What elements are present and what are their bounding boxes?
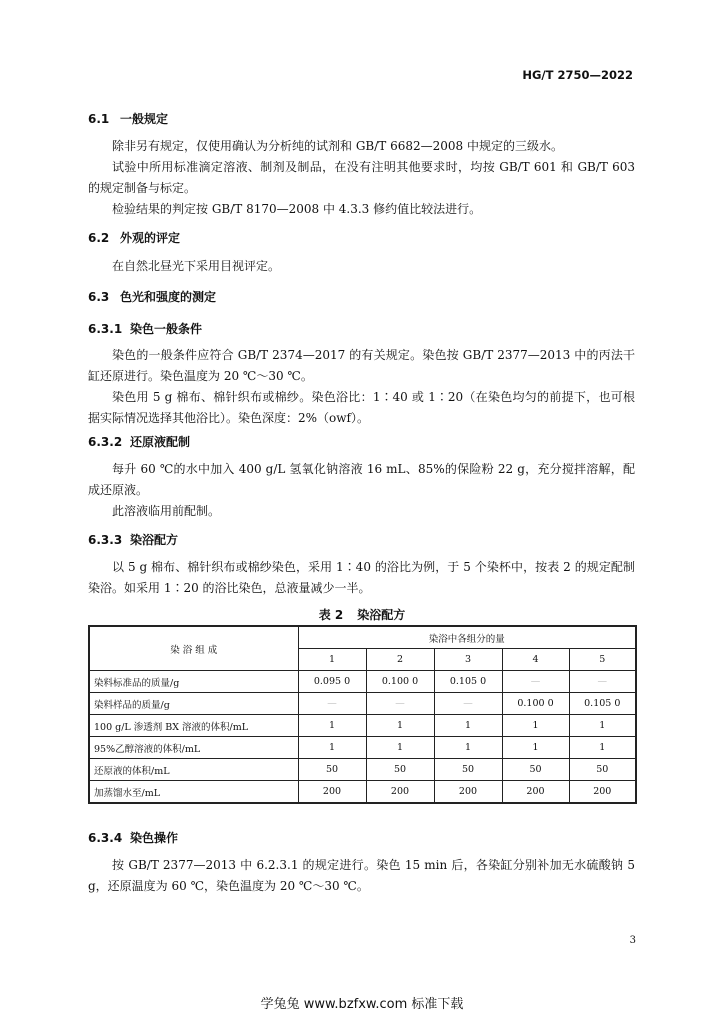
- footer-watermark: 学兔兔 www.bzfxw.com 标准下载: [260, 997, 464, 1012]
- section-title: 一般规定: [120, 112, 169, 126]
- dye-bath-table: [88, 625, 637, 804]
- section-title: 还原液配制: [130, 435, 191, 449]
- section-number: 6.1: [88, 112, 110, 126]
- section-6-3-3-heading: [88, 531, 178, 548]
- table-cell: 200: [569, 781, 636, 804]
- section-6-3-1-heading: [88, 320, 202, 337]
- page-number: 3: [629, 935, 636, 946]
- table-cell: 0.105 0: [434, 671, 502, 693]
- paragraph: 此溶液临用前配制。: [112, 504, 221, 518]
- table-column-header: 1: [298, 649, 366, 671]
- table-cell: 1: [569, 715, 636, 737]
- table-cell: 50: [502, 759, 569, 781]
- table-cell: —: [366, 693, 434, 715]
- table-row: [89, 671, 636, 693]
- table-row-label: 染料样品的质量/g: [89, 693, 298, 715]
- section-title: 色光和强度的测定: [120, 290, 217, 304]
- table-cell: —: [298, 693, 366, 715]
- table-cell: 1: [502, 715, 569, 737]
- table-cell: 50: [298, 759, 366, 781]
- table-cell: 0.100 0: [502, 693, 569, 715]
- table-row-label: 还原液的体积/mL: [89, 759, 298, 781]
- table-row: [89, 693, 636, 715]
- table-cell: 0.100 0: [366, 671, 434, 693]
- table-column-header: 4: [502, 649, 569, 671]
- table-cell: 1: [434, 737, 502, 759]
- table-column-header: 3: [434, 649, 502, 671]
- table-cell: 1: [434, 715, 502, 737]
- table-cell: 1: [298, 715, 366, 737]
- table-row: [89, 781, 636, 804]
- section-number: 6.3.3: [88, 533, 123, 547]
- table-cell: 200: [434, 781, 502, 804]
- table-row-label: 加蒸馏水至/mL: [89, 781, 298, 804]
- table-cell: 50: [366, 759, 434, 781]
- table-header-composition: 染 浴 组 成: [89, 626, 298, 671]
- section-number: 6.3: [88, 290, 110, 304]
- section-number: 6.3.1: [88, 322, 123, 336]
- section-number: 6.3.2: [88, 435, 123, 449]
- table-row-label: 95%乙醇溶液的体积/mL: [89, 737, 298, 759]
- table-caption-title: 染浴配方: [357, 608, 406, 622]
- table-cell: 50: [569, 759, 636, 781]
- section-6-3-4-heading: [88, 829, 178, 846]
- table-cell: 200: [502, 781, 569, 804]
- table-cell: 1: [502, 737, 569, 759]
- paragraph: 除非另有规定，仅使用确认为分析纯的试剂和 GB/T 6682—2008 中规定的三级水。: [112, 139, 563, 153]
- paragraph: 以 5 g 棉布、棉针织布或棉纱染色，采用 1∶40 的浴比为例，于 5 个染杯中，按表 2 的规定配制染浴。如采用 1∶20 的浴比染色，总液量减少一半。: [88, 560, 635, 595]
- section-6-2-heading: [88, 229, 180, 246]
- section-title: 染色一般条件: [130, 322, 203, 336]
- table-row: [89, 737, 636, 759]
- table-cell: 200: [298, 781, 366, 804]
- paragraph: 每升 60 ℃的水中加入 400 g/L 氢氧化钠溶液 16 mL、85%的保险粉 22 g，充分搅拌溶解，配成还原液。: [88, 462, 635, 497]
- table-cell: —: [502, 671, 569, 693]
- table-cell: 1: [569, 737, 636, 759]
- table-cell: —: [569, 671, 636, 693]
- paragraph: 检验结果的判定按 GB/T 8170—2008 中 4.3.3 修约值比较法进行。: [112, 202, 482, 216]
- paragraph: 染色用 5 g 棉布、棉针织布或棉纱。染色浴比：1∶40 或 1∶20（在染色均匀的前提下，也可根据实际情况选择其他浴比）。染色深度：2%（owf）。: [88, 390, 635, 425]
- table-cell: 1: [366, 715, 434, 737]
- section-number: 6.2: [88, 231, 110, 245]
- table-cell: 1: [366, 737, 434, 759]
- section-6-3-2-heading: [88, 433, 190, 450]
- table-cell: —: [434, 693, 502, 715]
- paragraph: 染色的一般条件应符合 GB/T 2374—2017 的有关规定。染色按 GB/T 2377—2013 中的丙法干缸还原进行。染色温度为 20 ℃～30 ℃。: [88, 348, 635, 383]
- section-6-3-heading: [88, 288, 216, 305]
- table-cell: 200: [366, 781, 434, 804]
- paragraph: 在自然北昼光下采用目视评定。: [112, 259, 281, 273]
- paragraph: 试验中所用标准滴定溶液、制剂及制品，在没有注明其他要求时，均按 GB/T 601 和 GB/T 603 的规定制备与标定。: [88, 160, 635, 195]
- section-title: 染浴配方: [130, 533, 179, 547]
- section-number: 6.3.4: [88, 831, 123, 845]
- table-column-header: 5: [569, 649, 636, 671]
- table-row-label: 染料标准品的质量/g: [89, 671, 298, 693]
- section-title: 外观的评定: [120, 231, 181, 245]
- table-cell: 1: [298, 737, 366, 759]
- table-column-header: 2: [366, 649, 434, 671]
- section-6-1-heading: [88, 110, 168, 127]
- table-caption-number: 表 2: [318, 608, 344, 622]
- paragraph: 按 GB/T 2377—2013 中 6.2.3.1 的规定进行。染色 15 min 后，各染缸分别补加无水硫酸钠 5 g，还原温度为 60 ℃，染色温度为 20 ℃～30 ℃。: [88, 858, 635, 893]
- table-caption: [0, 606, 724, 623]
- section-title: 染色操作: [130, 831, 179, 845]
- document-code: HG/T 2750—2022: [522, 68, 633, 82]
- table-row-label: 100 g/L 渗透剂 BX 溶液的体积/mL: [89, 715, 298, 737]
- table-cell: 0.105 0: [569, 693, 636, 715]
- table-cell: 50: [434, 759, 502, 781]
- table-header-amount: 染浴中各组分的量: [298, 626, 636, 649]
- table-row: [89, 715, 636, 737]
- table-row: [89, 759, 636, 781]
- table-cell: 0.095 0: [298, 671, 366, 693]
